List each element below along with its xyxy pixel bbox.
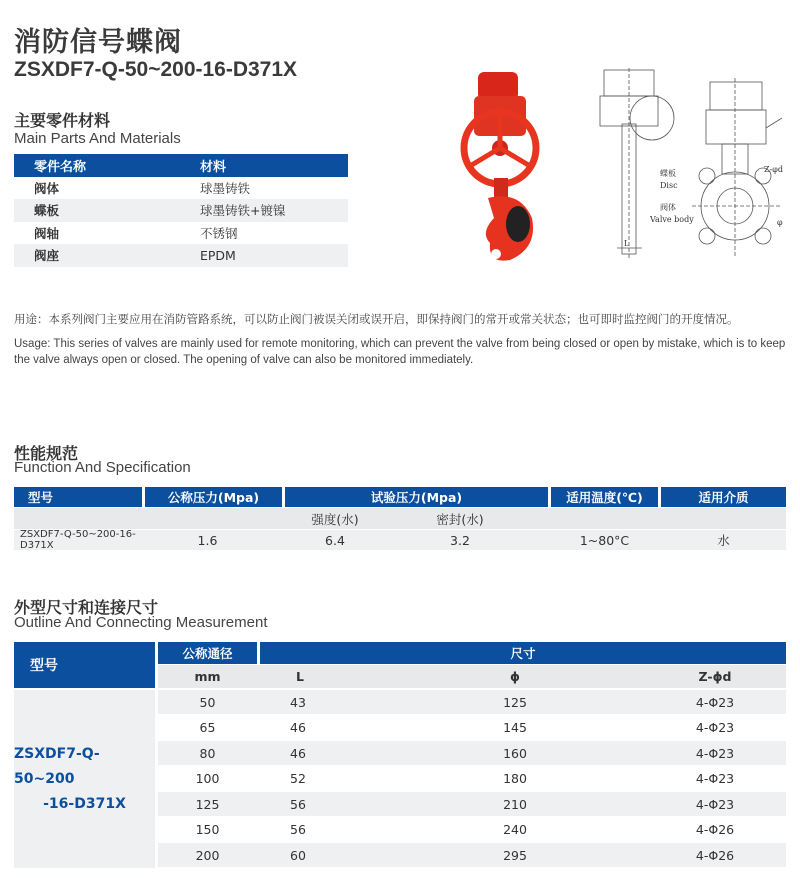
outline-L: 46 bbox=[290, 745, 306, 761]
usage-cn: 用途：本系列阀门主要应用在消防管路系统，可以防止阀门被误关闭或误开启，即保持阀门的常开或常关状态；也可即时监控阀门的开度情况。 bbox=[14, 314, 739, 326]
table-row bbox=[14, 222, 348, 245]
outline-zphid: 4-Φ23 bbox=[695, 771, 735, 786]
outline-zphid: 4-Φ23 bbox=[695, 720, 735, 735]
label-L: L bbox=[624, 239, 630, 248]
outline-zphid: 4-Φ23 bbox=[695, 745, 735, 761]
outline-sub-phi: ϕ bbox=[510, 669, 520, 684]
outline-sub-L: L bbox=[296, 669, 304, 684]
spec-sub-strength: 强度(水) bbox=[311, 511, 359, 527]
outline-dn: 65 bbox=[199, 720, 216, 735]
outline-zphid: 4-Φ23 bbox=[695, 694, 735, 710]
part-material: 不锈钢 bbox=[200, 225, 238, 241]
header-part: 零件名称 bbox=[34, 159, 87, 175]
outline-dn: 50 bbox=[199, 694, 216, 710]
outline-phi: 145 bbox=[503, 720, 527, 735]
outline-phi: 210 bbox=[503, 796, 527, 812]
outline-dn: 150 bbox=[195, 822, 220, 837]
spec-title-cn: 性能规范 bbox=[14, 444, 79, 463]
parts-title-en: Main Parts And Materials bbox=[14, 130, 181, 147]
outline-L: 56 bbox=[290, 796, 306, 812]
outline-header-size: 尺寸 bbox=[260, 642, 786, 664]
valve-photo bbox=[450, 68, 555, 266]
outline-dn: 80 bbox=[199, 745, 216, 761]
part-name: 阀轴 bbox=[34, 225, 60, 241]
usage-en: Usage: This series of valves are mainly used for remote monitoring, which can prevent the valve from being closed or open by mistake, which is to keep the valve always open or closed. The opening of valve can also be monitored immediately. bbox=[14, 338, 786, 366]
spec-temp: 1~80°C bbox=[579, 532, 630, 548]
outline-model-cell bbox=[14, 690, 155, 868]
part-material: EPDM bbox=[200, 247, 236, 263]
part-name: 阀体 bbox=[34, 180, 60, 196]
outline-phi: 125 bbox=[503, 694, 527, 710]
outline-title-en: Outline And Connecting Measurement bbox=[14, 614, 268, 631]
label-body-en: Valve body bbox=[650, 215, 694, 224]
outline-model-line1: ZSXDF7-Q-50~200 bbox=[14, 745, 100, 787]
outline-zphid: 4-Φ26 bbox=[695, 822, 735, 837]
label-body-cn: 阀体 bbox=[660, 203, 676, 212]
outline-dn: 125 bbox=[195, 796, 220, 812]
valve-drawing bbox=[592, 68, 792, 263]
spec-medium: 水 bbox=[717, 533, 730, 548]
outline-phi: 160 bbox=[503, 745, 527, 761]
outline-L: 56 bbox=[290, 822, 306, 837]
spec-pn: 1.6 bbox=[197, 532, 218, 548]
spec-header-test: 试验压力(Mpa) bbox=[285, 487, 548, 507]
outline-phi: 295 bbox=[503, 847, 527, 863]
outline-header-dn: 公称通径 bbox=[158, 642, 257, 664]
outline-dn: 100 bbox=[195, 771, 220, 786]
label-disc-cn: 蝶板 bbox=[660, 169, 676, 178]
outline-dn: 200 bbox=[195, 847, 220, 863]
outline-L: 60 bbox=[290, 847, 306, 863]
spec-seal: 3.2 bbox=[450, 532, 470, 548]
header-material: 材料 bbox=[200, 159, 227, 175]
outline-model-line2: -16-D371X bbox=[43, 795, 126, 812]
outline-sub-zphid: Z-ϕd bbox=[698, 669, 732, 684]
outline-sub-mm: mm bbox=[194, 669, 221, 684]
parts-table bbox=[14, 154, 348, 267]
table-row bbox=[14, 244, 348, 267]
outline-zphid: 4-Φ23 bbox=[695, 796, 735, 812]
spec-sub-seal: 密封(水) bbox=[436, 511, 484, 527]
outline-phi: 180 bbox=[503, 771, 527, 786]
spec-title-en: Function And Specification bbox=[14, 459, 191, 476]
part-material: 球墨铸铁+镀镍 bbox=[200, 203, 286, 219]
spec-header-model: 型号 bbox=[14, 487, 142, 507]
part-name: 阀座 bbox=[34, 248, 60, 264]
outline-title-cn: 外型尺寸和连接尺寸 bbox=[14, 598, 159, 617]
outline-zphid: 4-Φ26 bbox=[695, 847, 735, 863]
outline-phi: 240 bbox=[503, 822, 527, 837]
part-name: 蝶板 bbox=[34, 203, 60, 219]
label-phi: φ bbox=[777, 218, 783, 227]
spec-header-temp: 适用温度(℃) bbox=[551, 487, 658, 507]
table-row bbox=[14, 199, 348, 222]
label-disc-en: Disc bbox=[660, 181, 678, 190]
spec-header-medium: 适用介质 bbox=[661, 487, 786, 507]
table-row bbox=[14, 177, 348, 200]
outline-L: 43 bbox=[290, 694, 306, 710]
spec-header-pn: 公称压力(Mpa) bbox=[145, 487, 282, 507]
outline-L: 46 bbox=[290, 720, 306, 735]
part-material: 球墨铸铁 bbox=[200, 180, 251, 196]
spec-strength: 6.4 bbox=[325, 532, 345, 548]
outline-header-model: 型号 bbox=[14, 642, 155, 688]
parts-title-cn: 主要零件材料 bbox=[14, 111, 111, 130]
page-title: 消防信号蝶阀 bbox=[14, 27, 182, 58]
model-number: ZSXDF7-Q-50~200-16-D371X bbox=[14, 58, 298, 81]
outline-L: 52 bbox=[290, 771, 306, 786]
spec-model: ZSXDF7-Q-50~200-16-D371X bbox=[20, 529, 136, 551]
label-zphid: Z-φd bbox=[764, 165, 783, 174]
